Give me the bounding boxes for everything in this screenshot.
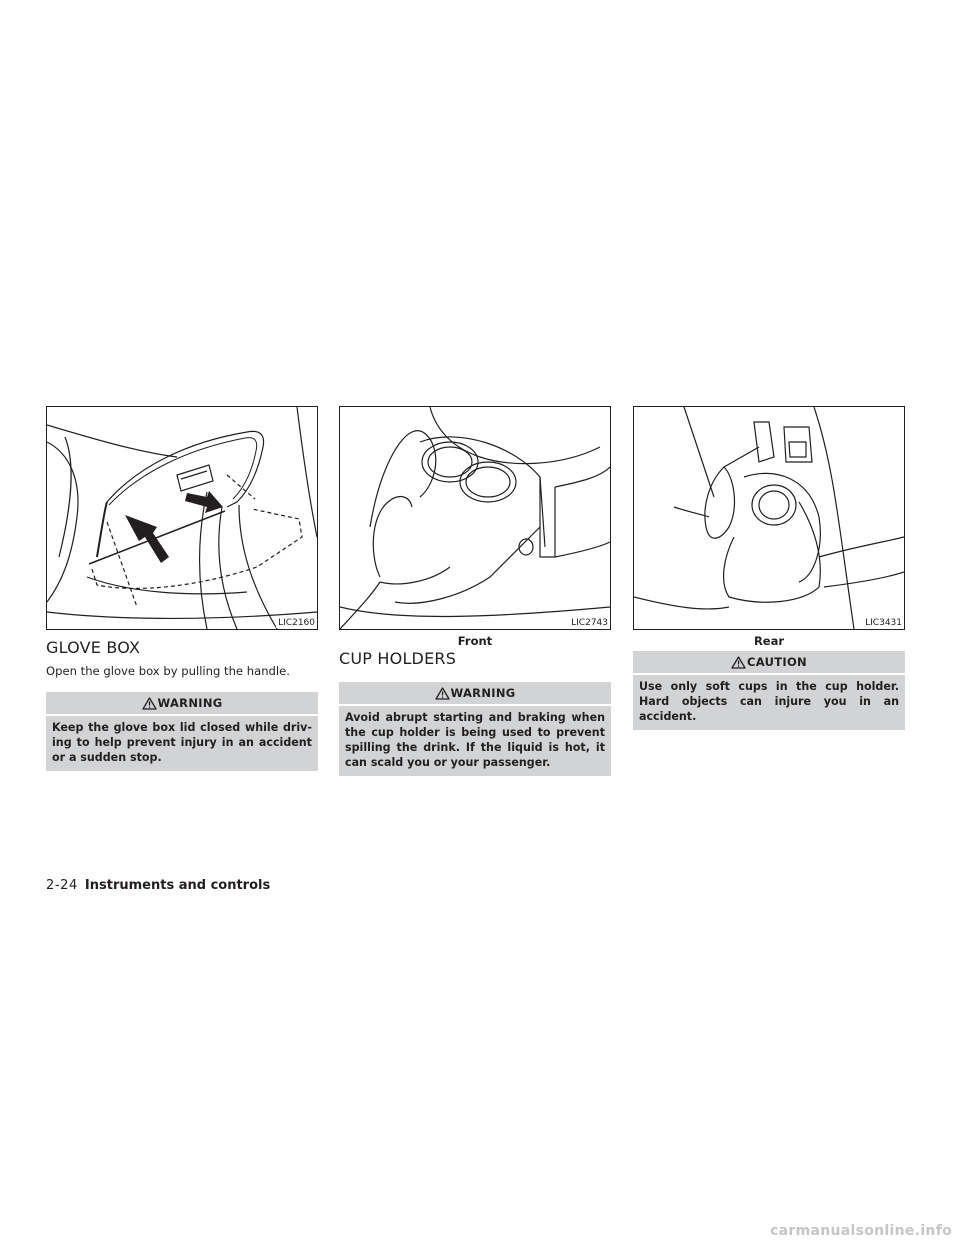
page-number: 2-24 [46,878,78,893]
warning-icon [435,687,450,700]
figure-code: LIC2743 [571,618,608,628]
warning-text: Avoid abrupt starting and braking when the cup holder is being used to prevent spilling the drink. If the liquid is hot, it can scald you or your passenger. [345,711,605,769]
figure-code: LIC3431 [865,618,902,628]
watermark: carmanualsonline.info [770,1223,952,1239]
cup-holders-rear-column [633,406,905,730]
warning-label: WARNING [450,686,516,700]
figure-caption-rear: Rear [753,634,785,648]
glove-box-column [46,406,318,771]
chapter-title: Instruments and controls [84,878,271,893]
figure-code: LIC2160 [278,618,315,628]
rear-cup-holder-illustration [633,406,905,630]
caution-icon [731,656,746,669]
caution-header [633,651,905,673]
warning-box [339,682,611,776]
glove-box-drawing [47,407,317,629]
warning-header [46,692,318,714]
front-cup-holder-drawing [340,407,610,629]
caution-text: Use only soft cups in the cup holder. Hard objects can injure you in an accident. [639,680,899,723]
page-footer [46,878,270,894]
front-cup-holder-illustration [339,406,611,630]
caution-box [633,651,905,730]
figure-caption-front: Front [457,634,493,648]
warning-text: Keep the glove box lid closed while driv-ing to help prevent injury in an accident or a sudden stop. [52,721,312,764]
warning-label: WARNING [157,696,223,710]
warning-header [339,682,611,704]
warning-box [46,692,318,771]
cup-holders-front-column [339,406,611,776]
warning-icon [142,697,157,710]
rear-cup-holder-drawing [634,407,904,629]
section-title-cup-holders: CUP HOLDERS [339,649,457,668]
glove-box-instruction: Open the glove box by pulling the handle. [46,664,290,678]
caution-label: CAUTION [747,655,807,669]
glove-box-illustration [46,406,318,630]
section-title-glove-box: GLOVE BOX [46,638,141,657]
